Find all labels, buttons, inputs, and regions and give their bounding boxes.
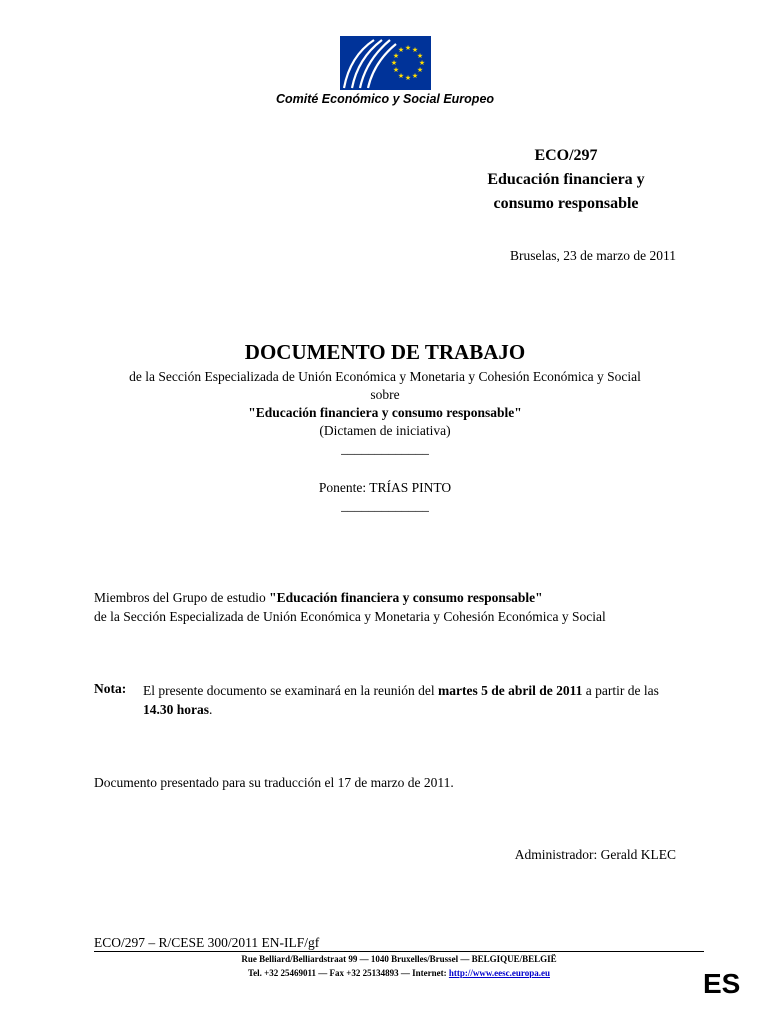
svg-text:★: ★ <box>418 59 426 67</box>
note-text-c: . <box>209 702 213 717</box>
eesc-logo-graphic <box>340 36 431 90</box>
rapporteur: Ponente: TRÍAS PINTO <box>318 480 452 495</box>
members-prefix: Miembros del Grupo de estudio <box>94 590 270 605</box>
sobre-line: sobre <box>370 387 400 402</box>
svg-text:★: ★ <box>411 46 419 54</box>
document-reference <box>446 144 686 216</box>
note-meeting-date: martes 5 de abril de 2011 <box>438 683 583 698</box>
translation-note: Documento presentado para su traducción el 17 de marzo de 2011. <box>94 775 454 790</box>
document-type: (Dictamen de iniciativa) <box>319 423 451 438</box>
members-line2: de la Sección Especializada de Unión Económica y Monetaria y Cohesión Económica y Social <box>94 609 606 624</box>
reference-code: ECO/297 <box>534 147 598 164</box>
svg-text:★: ★ <box>390 59 398 67</box>
rapporteur-block <box>60 479 710 515</box>
separator-rule-1: _____________ <box>341 441 429 456</box>
note-meeting-time: 14.30 horas <box>143 702 210 717</box>
svg-text:★: ★ <box>397 46 405 54</box>
document-date: Bruselas, 23 de marzo de 2011 <box>510 248 676 263</box>
note-text-b: a partir de las <box>582 683 659 698</box>
website-link[interactable]: http://www.eesc.europa.eu <box>448 968 550 978</box>
members-subject: "Educación financiera y consumo responsable" <box>269 590 543 605</box>
footer-address: Rue Belliard/Belliardstraat 99 — 1040 Bruxelles/Brussel — BELGIQUE/BELGIË <box>241 954 557 964</box>
svg-text:★: ★ <box>416 66 424 74</box>
note-text <box>143 681 688 719</box>
document-description <box>60 368 710 458</box>
subject-line: "Educación financiera y consumo responsable" <box>248 405 522 420</box>
separator-rule-2: _____________ <box>341 498 429 513</box>
footer-contact <box>94 968 704 978</box>
svg-text:★: ★ <box>411 72 419 80</box>
svg-text:★: ★ <box>392 52 400 60</box>
document-title: DOCUMENTO DE TRABAJO <box>244 340 526 364</box>
reference-title-line1: Educación financiera y <box>487 171 645 188</box>
reference-title-line2: consumo responsable <box>493 195 639 212</box>
eesc-logo <box>340 36 431 90</box>
note-text-a: El presente documento se examinará en la reunión del <box>143 683 439 698</box>
footer-divider <box>94 951 704 952</box>
members-line1 <box>94 588 694 607</box>
footer-reference: ECO/297 – R/CESE 300/2011 EN-ILF/gf <box>94 935 320 950</box>
language-code: ES <box>703 968 741 999</box>
svg-text:★: ★ <box>392 66 400 74</box>
section-line: de la Sección Especializada de Unión Económica y Monetaria y Cohesión Económica y Social <box>129 369 641 384</box>
members-paragraph <box>94 588 694 626</box>
svg-text:★: ★ <box>416 52 424 60</box>
footer-contact-text: Tel. +32 25469011 — Fax +32 25134893 — Internet: <box>247 968 449 978</box>
svg-text:★: ★ <box>404 74 412 82</box>
note-label: Nota: <box>94 681 127 696</box>
svg-text:★: ★ <box>404 44 412 52</box>
organization-name: Comité Económico y Social Europeo <box>275 92 495 106</box>
administrator: Administrador: Gerald KLEC <box>514 847 676 862</box>
svg-text:★: ★ <box>397 72 405 80</box>
